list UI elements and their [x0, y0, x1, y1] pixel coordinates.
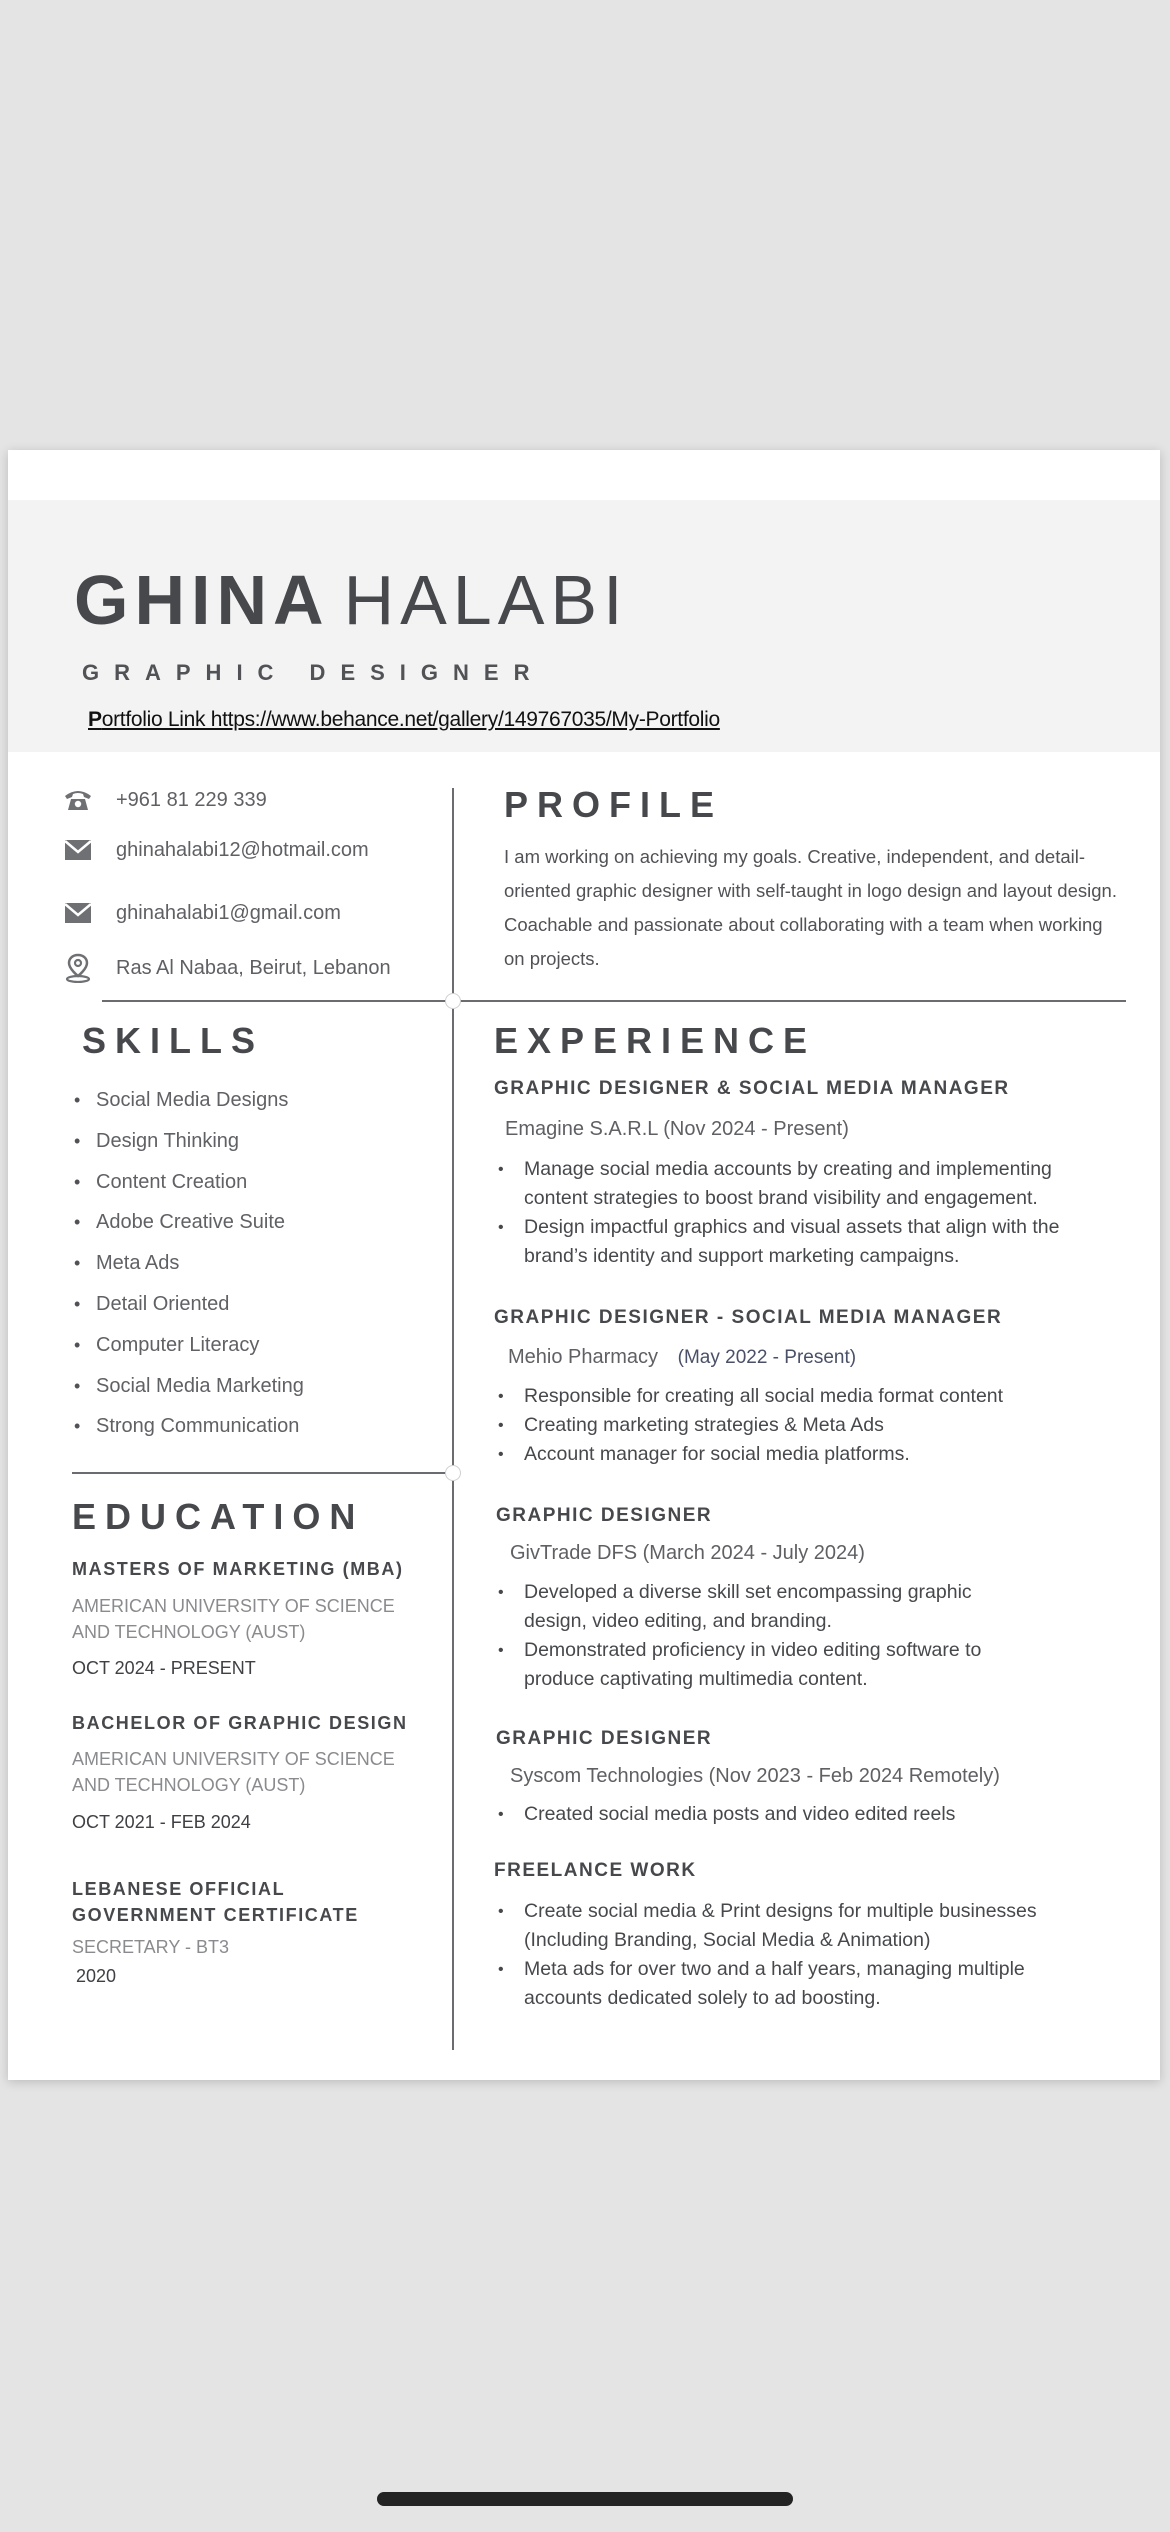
home-indicator[interactable]	[377, 2492, 793, 2506]
edu-date: 2020	[76, 1966, 117, 1986]
portfolio-link[interactable]: Portfolio Link https://www.behance.net/gallery/149767035/My-Portfolio	[88, 708, 720, 731]
bullet-item: • Account manager for social media platforms.	[498, 1443, 910, 1465]
bullet-item: • Create social media & Print designs for multiple businesses (Including Branding, Social Media & Animation)	[498, 1900, 1037, 1951]
bullet-item: • Design impactful graphics and visual assets that align with the brand’s identity and support marketing campaigns.	[498, 1216, 1060, 1267]
first-name: GHINA	[74, 561, 330, 639]
bullet-item: • Developed a diverse skill set encompassing graphic design, video editing, and branding.	[498, 1581, 972, 1632]
skill-item: • Computer Literacy	[74, 1333, 260, 1356]
job-bullets	[498, 1578, 1118, 1694]
edu-school: AMERICAN UNIVERSITY OF SCIENCE	[72, 1749, 395, 1769]
bullet-item: • Manage social media accounts by creating and implementing content strategies to boost brand visibility and engagement.	[498, 1158, 1052, 1209]
job-bullets	[498, 1897, 1118, 2013]
experience-title: EXPERIENCE	[494, 1020, 817, 1061]
phone-text[interactable]: +961 81 229 339	[116, 788, 267, 811]
bullet-item: • Meta ads for over two and a half years, managing multiple accounts dedicated solely to ad boosting.	[498, 1958, 1025, 2009]
skills-list	[74, 1080, 304, 1447]
edu-school: AND TECHNOLOGY (AUST)	[72, 1622, 306, 1642]
divider-profile	[102, 1000, 1126, 1002]
edu-school: AND TECHNOLOGY (AUST)	[72, 1775, 306, 1795]
job-company: Emagine S.A.R.L (Nov 2024 - Present)	[505, 1118, 849, 1140]
profile-title: PROFILE	[504, 784, 724, 825]
job-title: GRAPHIC DESIGNER - SOCIAL MEDIA MANAGER	[494, 1307, 1003, 1328]
bullet-item: • Demonstrated proficiency in video editing software to produce captivating multimedia content.	[498, 1639, 982, 1690]
edu-degree: MASTERS OF MARKETING (MBA)	[72, 1559, 404, 1579]
contact-email-1	[62, 836, 369, 864]
job-role: GRAPHIC DESIGNER	[82, 660, 545, 685]
job-bullets	[498, 1800, 1118, 1829]
bullet-item: • Creating marketing strategies & Meta Ads	[498, 1414, 884, 1436]
edu-degree: GOVERNMENT CERTIFICATE	[72, 1905, 359, 1925]
full-name	[74, 560, 629, 640]
skill-item: • Content Creation	[74, 1170, 248, 1193]
mail-icon	[62, 836, 94, 864]
skill-item: • Social Media Marketing	[74, 1374, 304, 1397]
edu-school: SECRETARY - BT3	[72, 1937, 230, 1957]
skill-item: • Detail Oriented	[74, 1292, 230, 1315]
skills-title: SKILLS	[82, 1020, 265, 1061]
junction-dot	[445, 993, 461, 1009]
address-text: Ras Al Nabaa, Beirut, Lebanon	[116, 956, 391, 979]
bullet-item: • Created social media posts and video edited reels	[498, 1803, 956, 1825]
edu-degree: BACHELOR OF GRAPHIC DESIGN	[72, 1713, 408, 1733]
contact-email-2	[62, 899, 341, 927]
email-text[interactable]: ghinahalabi1@gmail.com	[116, 901, 341, 924]
last-name: HALABI	[343, 561, 629, 639]
profile-text: I am working on achieving my goals. Creative, independent, and detail-oriented graphic designer with self-taught in logo design and layout design. Coachable and passionate about collaborating with a team when working on projects.	[504, 846, 1117, 969]
location-pin-icon	[62, 954, 94, 982]
mail-icon	[62, 899, 94, 927]
job-title: GRAPHIC DESIGNER	[496, 1728, 713, 1749]
job-title: FREELANCE WORK	[494, 1860, 697, 1881]
job-company: Mehio Pharmacy (May 2022 - Present)	[508, 1346, 857, 1368]
edu-degree: LEBANESE OFFICIAL	[72, 1879, 286, 1899]
resume-page	[8, 450, 1160, 2080]
edu-date: OCT 2021 - FEB 2024	[72, 1812, 251, 1832]
job-title: GRAPHIC DESIGNER & SOCIAL MEDIA MANAGER	[494, 1078, 1010, 1099]
contact-address	[62, 954, 391, 982]
email-text[interactable]: ghinahalabi12@hotmail.com	[116, 838, 369, 861]
skill-item: • Social Media Designs	[74, 1089, 289, 1111]
job-company: GivTrade DFS (March 2024 - July 2024)	[510, 1542, 865, 1564]
bullet-item: • Responsible for creating all social media format content	[498, 1385, 1004, 1407]
contact-phone	[62, 786, 267, 814]
job-title: GRAPHIC DESIGNER	[496, 1505, 713, 1526]
divider-skills	[72, 1472, 452, 1474]
education-title: EDUCATION	[72, 1496, 365, 1537]
header-band	[8, 500, 1160, 752]
job-company: Syscom Technologies (Nov 2023 - Feb 2024 Remotely)	[510, 1765, 1000, 1787]
edu-school: AMERICAN UNIVERSITY OF SCIENCE	[72, 1596, 395, 1616]
vertical-divider	[452, 788, 454, 2050]
skill-item: • Meta Ads	[74, 1252, 180, 1275]
skill-item: • Adobe Creative Suite	[74, 1211, 286, 1234]
job-bullets	[498, 1382, 1118, 1469]
phone-icon	[62, 786, 94, 814]
job-bullets	[498, 1155, 1118, 1271]
job-dates: (May 2022 - Present)	[677, 1347, 857, 1368]
skill-item: • Design Thinking	[74, 1129, 240, 1152]
skill-item: • Strong Communication	[74, 1415, 300, 1438]
junction-dot	[445, 1465, 461, 1481]
edu-date: OCT 2024 - PRESENT	[72, 1658, 256, 1678]
